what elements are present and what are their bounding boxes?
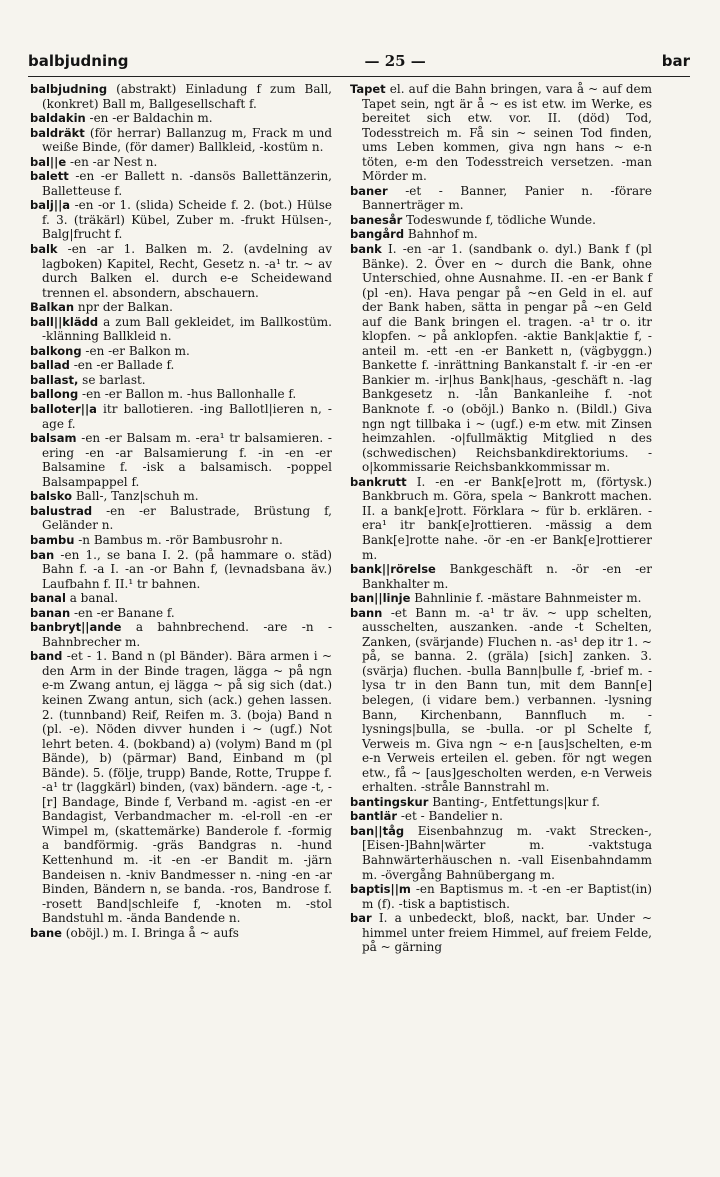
dictionary-entry: bambu -n Bambus m. -rör Bambusrohr n. (30, 532, 283, 547)
dictionary-entry: banan -en -er Banane f. (30, 605, 175, 620)
dictionary-entry: balj||a -en -or 1. (slida) Scheide f. 2. (bot.) Hülse f. 3. (träkärl) Kübel, Zuber m. -frukt Hülsen-, Balg|frucht f. (30, 198, 332, 242)
dictionary-entry: ban||linje Bahnlinie f. -mästare Bahnmeister m. (350, 591, 642, 606)
dictionary-entry: bann -et Bann m. -a¹ tr äv. ~ upp schelten, ausschelten, auszanken. -ande -t Schelten, Zanken, (svärjande) Fluchen n. -as¹ dep itr 1. ~ på, se banna. 2. (gräla) [sich] zanken. 3. (svärja) fluchen. -bulla Bann|bulle f, -brief m. -lysa tr in den Bann tun, mit dem Bann[e] belegen, (i vidare bem.) verbannen. -lysning Bann, Kirchenbann, Bannfluch m. -lysnings|bulla, se -bulla. -or pl Schelte f, Verweis m. Giva ngn ~ e-n [aus]schelten, e-m e-n Verweis erteilen el. geben. för ngt wegen etw., få ~ [aus]gescholten werden, e-n Verweis erhalten. -stråle Bannstrahl m. (350, 605, 652, 795)
dictionary-entry: bank||rörelse Bankgeschäft n. -ör -en -er Bankhalter m. (350, 562, 652, 591)
dictionary-entry: ball||klädd a zum Ball gekleidet, im Ballkostüm. -klänning Ballkleid n. (30, 314, 332, 344)
left-guide-word: balbjudning (28, 52, 129, 70)
dictionary-entry: baner -et - Banner, Panier n. -förare Bannerträger m. (350, 183, 652, 213)
dictionary-entry: balk -en -ar 1. Balken m. 2. (avdelning av lagboken) Kapitel, Recht, Gesetz n. -a¹ tr. ~ av durch Balken el. durch e-e Scheidewand trennen el. absondern, abschauern. (30, 242, 332, 300)
running-header (28, 52, 690, 74)
dictionary-entry: balloter||a itr ballotieren. -ing Ballotl|ieren n, -age f. (30, 402, 332, 431)
dictionary-entry: balsam -en -er Balsam m. -era¹ tr balsamieren. -ering -en -ar Balsamierung f. -in -en -er Balsamine f. -isk a balsamisch. -poppel Balsampappel f. (30, 431, 332, 489)
right-column (350, 82, 652, 955)
dictionary-entry: balkong -en -er Balkon m. (30, 343, 190, 358)
dictionary-entry: band -et - 1. Band n (pl Bänder). Bära armen i ~ den Arm in der Binde tragen, lägga ~ på ngn e-m Zwang antun, ej lägga ~ på sig sich (dat.) keinen Zwang antun, sich (ack.) gehen lassen. 2. (tunnband) Reif, Reifen m. 3. (boja) Band n (pl. -e). Nöden divver hunden i ~ (ugf.) Not lehrt beten. 4. (bokband) a) (volym) Band m (pl Bände), b) (pärmar) Band, Einband m (pl Bände). 5. (följe, trupp) Bande, Rotte, Truppe f. -a¹ tr (laggkärl) binden, (vax) bändern. -age -t, -[r] Bandage, Binde f, Verband m. -agist -en -er Bandagist, Verbandmacher m. -el-roll -en -er Wimpel m, (skattemärke) Banderole f. -formig a bandförmig. -gräs Bandgras n. -hund Kettenhund m. -it -en -er Bandit m. -järn Bandeisen n. -kniv Bandmesser n. -ning -en -ar Binden, Bändern n, se banda. -ros, Bandrose f. -rosett Band|schleife f, -knoten m. -stol Bandstuhl m. -ända Bandende n. (30, 649, 332, 926)
dictionary-entry: baldakin -en -er Baldachin m. (30, 111, 213, 126)
dictionary-entry: balett -en -er Ballett n. -dansös Ballettänzerin, Balletteuse f. (30, 169, 332, 198)
dictionary-entry: bantlär -et - Bandelier n. (350, 809, 503, 824)
dictionary-entry: ballast, se barlast. (30, 372, 146, 387)
dictionary-entry: baldräkt (för herrar) Ballanzug m, Frack m und weiße Binde, (för damer) Ballkleid, -kostüm n. (30, 125, 332, 155)
dictionary-entry: ballong -en -er Ballon m. -hus Ballonhalle f. (30, 387, 297, 402)
page-number: — 25 — (364, 52, 426, 70)
dictionary-entry: balsko Ball-, Tanz|schuh m. (30, 489, 199, 504)
dictionary-entry: balustrad -en -er Balustrade, Brüstung f, Geländer n. (30, 503, 332, 533)
dictionary-entry: bane (oböjl.) m. I. Bringa å ~ aufs (30, 925, 239, 940)
dictionary-entry: Tapet el. auf die Bahn bringen, vara å ~ auf dem Tapet sein, ngt är å ~ es ist etw. im Werke, es bereitet sich etw. vor. II. (död) Tod, Todesstreich m. Få sin ~ seinen Tod finden, ums Leben kommen, giva ngn hans ~ e-n töten, e-m den Todesstreich versetzen. -man Mörder m. (350, 82, 652, 184)
header-rule (28, 76, 690, 77)
dictionary-entry: bal||e -en -ar Nest n. (30, 154, 158, 169)
dictionary-entry: ban||tåg Eisenbahnzug m. -vakt Strecken-, [Eisen-]Bahn|wärter m. -vaktstuga Bahnwärterhäuschen n. -vall Eisenbahndamm m. -övergång Bahnübergang m. (350, 823, 652, 882)
dictionary-entry: banbryt||ande a bahnbrechend. -are -n - Bahnbrecher m. (30, 620, 332, 649)
dictionary-entry: ballad -en -er Ballade f. (30, 358, 175, 373)
dictionary-entry: balbjudning (abstrakt) Einladung f zum Ball, (konkret) Ball m, Ballgesellschaft f. (30, 82, 332, 111)
right-guide-word: bar (661, 52, 690, 70)
dictionary-entry: bantingskur Banting-, Entfettungs|kur f. (350, 794, 600, 809)
dictionary-entry: Balkan npr der Balkan. (30, 300, 173, 315)
dictionary-entry: baptis||m -en Baptismus m. -t -en -er Baptist(in) m (f). -tisk a baptistisch. (350, 882, 652, 911)
dictionary-entry: banal a banal. (30, 591, 119, 606)
dictionary-entry: bankrutt I. -en -er Bank[e]rott m, (förtysk.) Bankbruch m. Göra, spela ~ Bankrott machen. II. a bank[e]rott. Förklara ~ für b. erklären. -era¹ itr bank[e]rottieren. -mässig a dem Bank[e]rotte nahe. -ör -en -er Bank[e]rottierer m. (350, 474, 652, 562)
dictionary-entry: bangård Bahnhof m. (350, 227, 478, 242)
dictionary-entry: bar I. a unbedeckt, bloß, nackt, bar. Under ~ himmel unter freiem Himmel, auf freiem Felde, på ~ gärning (350, 911, 652, 955)
left-column (30, 82, 332, 940)
dictionary-entry: ban -en 1., se bana I. 2. (på hammare o. städ) Bahn f. -a I. -an -or Bahn f, (levnadsbana äv.) Laufbahn f. II.¹ tr bahnen. (30, 547, 332, 591)
dictionary-entry: bank I. -en -ar 1. (sandbank o. dyl.) Bank f (pl Bänke). 2. Över en ~ durch die Bank, ohne Unterschied, ohne Ausnahme. II. -en -er Bank f (pl -en). Hava pengar på ~en Geld in el. auf der Bank haben, sätta in pengar på ~en Geld auf die Bank bringen el. tragen. -a¹ tr o. itr klopfen. ~ på anklopfen. -aktie Bank|aktie f, -anteil m. -ett -en -er Bankett n, (vägbyggn.) Bankette f. -inrättning Bankanstalt f. -ir -en -er Bankier m. -ir|hus Bank|haus, -geschäft n. -lag Bankgesetz n. -lån Bankanleihe f. -not Banknote f. -o (oböjl.) Banko n. (Bildl.) Giva ngn ngt tillbaka i ~ (ugf.) e-m etw. mit Zinsen heimzahlen. -o|fullmäktig Mitglied n des (schwedischen) Reichsbankdirektoriums. -o|kommissarie Reichsbankkommissar m. (350, 242, 652, 475)
dictionary-entry: banesår Todeswunde f, tödliche Wunde. (350, 212, 596, 227)
